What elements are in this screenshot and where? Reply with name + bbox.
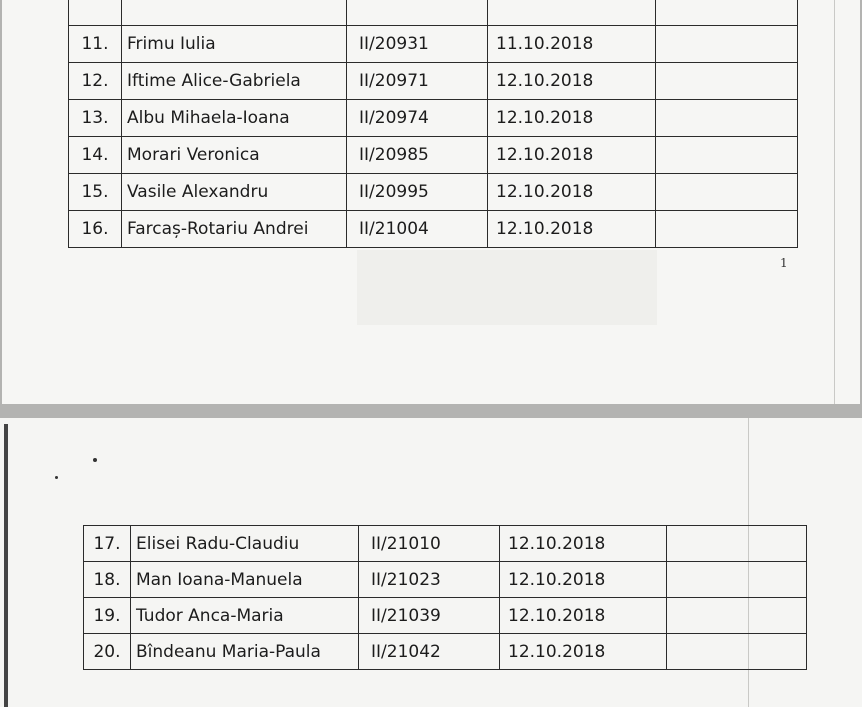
empty-cell <box>656 26 798 63</box>
page-number: 1 <box>780 256 788 270</box>
row-number: 13. <box>69 100 122 137</box>
speck-mark <box>93 458 97 462</box>
table-row <box>69 100 798 137</box>
bleed-through-shadow <box>357 250 657 325</box>
registration-number: II/20974 <box>347 100 488 137</box>
empty-cell <box>667 562 807 598</box>
row-number: 14. <box>69 137 122 174</box>
registration-number: II/20971 <box>347 63 488 100</box>
student-name: Frimu Iulia <box>122 26 347 63</box>
row-number: 11. <box>69 26 122 63</box>
empty-cell <box>656 174 798 211</box>
table-row <box>84 526 807 562</box>
student-name: Vasile Alexandru <box>122 174 347 211</box>
student-name: Iftime Alice-Gabriela <box>122 63 347 100</box>
registration-number: II/20995 <box>347 174 488 211</box>
empty-cell <box>667 598 807 634</box>
registration-number: II/21023 <box>359 562 500 598</box>
table-row <box>69 174 798 211</box>
row-number: 12. <box>69 63 122 100</box>
student-table-bottom <box>83 525 807 670</box>
table-row <box>69 63 798 100</box>
student-name: Bîndeanu Maria-Paula <box>131 634 359 670</box>
empty-cell <box>656 63 798 100</box>
date: 12.10.2018 <box>488 63 656 100</box>
registration-number: II/21004 <box>347 211 488 248</box>
row-number: 18. <box>84 562 131 598</box>
date: 12.10.2018 <box>500 562 667 598</box>
empty-cell <box>656 137 798 174</box>
row-number: 20. <box>84 634 131 670</box>
student-table-top <box>68 0 798 248</box>
registration-number: II/20985 <box>347 137 488 174</box>
page-fold-line <box>834 0 835 404</box>
date: 12.10.2018 <box>500 598 667 634</box>
row-number <box>69 0 122 26</box>
empty-cell <box>656 100 798 137</box>
empty-cell <box>656 211 798 248</box>
registration-number: II/21039 <box>359 598 500 634</box>
student-name: Man Ioana-Manuela <box>131 562 359 598</box>
page-edge-shadow <box>4 424 8 707</box>
row-number: 19. <box>84 598 131 634</box>
date: 12.10.2018 <box>500 634 667 670</box>
empty-cell <box>656 0 798 26</box>
student-name: Farcaș-Rotariu Andrei <box>122 211 347 248</box>
scanned-page-top <box>2 0 860 404</box>
empty-cell <box>667 526 807 562</box>
row-number: 15. <box>69 174 122 211</box>
table-row <box>84 634 807 670</box>
date: 12.10.2018 <box>488 137 656 174</box>
table-row <box>69 137 798 174</box>
student-name: Tudor Anca-Maria <box>131 598 359 634</box>
date: 11.10.2018 <box>488 26 656 63</box>
student-name: Albu Mihaela-Ioana <box>122 100 347 137</box>
table-row <box>84 562 807 598</box>
table-row <box>69 0 798 26</box>
date: 12.10.2018 <box>488 211 656 248</box>
student-name <box>122 0 347 26</box>
date: 12.10.2018 <box>488 174 656 211</box>
table-row <box>69 211 798 248</box>
speck-mark <box>55 476 58 479</box>
date <box>488 0 656 26</box>
scanned-page-bottom <box>0 418 862 707</box>
empty-cell <box>667 634 807 670</box>
student-name: Elisei Radu-Claudiu <box>131 526 359 562</box>
date: 12.10.2018 <box>500 526 667 562</box>
student-name: Morari Veronica <box>122 137 347 174</box>
date: 12.10.2018 <box>488 100 656 137</box>
registration-number: II/21042 <box>359 634 500 670</box>
row-number: 16. <box>69 211 122 248</box>
row-number: 17. <box>84 526 131 562</box>
registration-number: II/20931 <box>347 26 488 63</box>
table-row <box>69 26 798 63</box>
registration-number <box>347 0 488 26</box>
table-row <box>84 598 807 634</box>
registration-number: II/21010 <box>359 526 500 562</box>
